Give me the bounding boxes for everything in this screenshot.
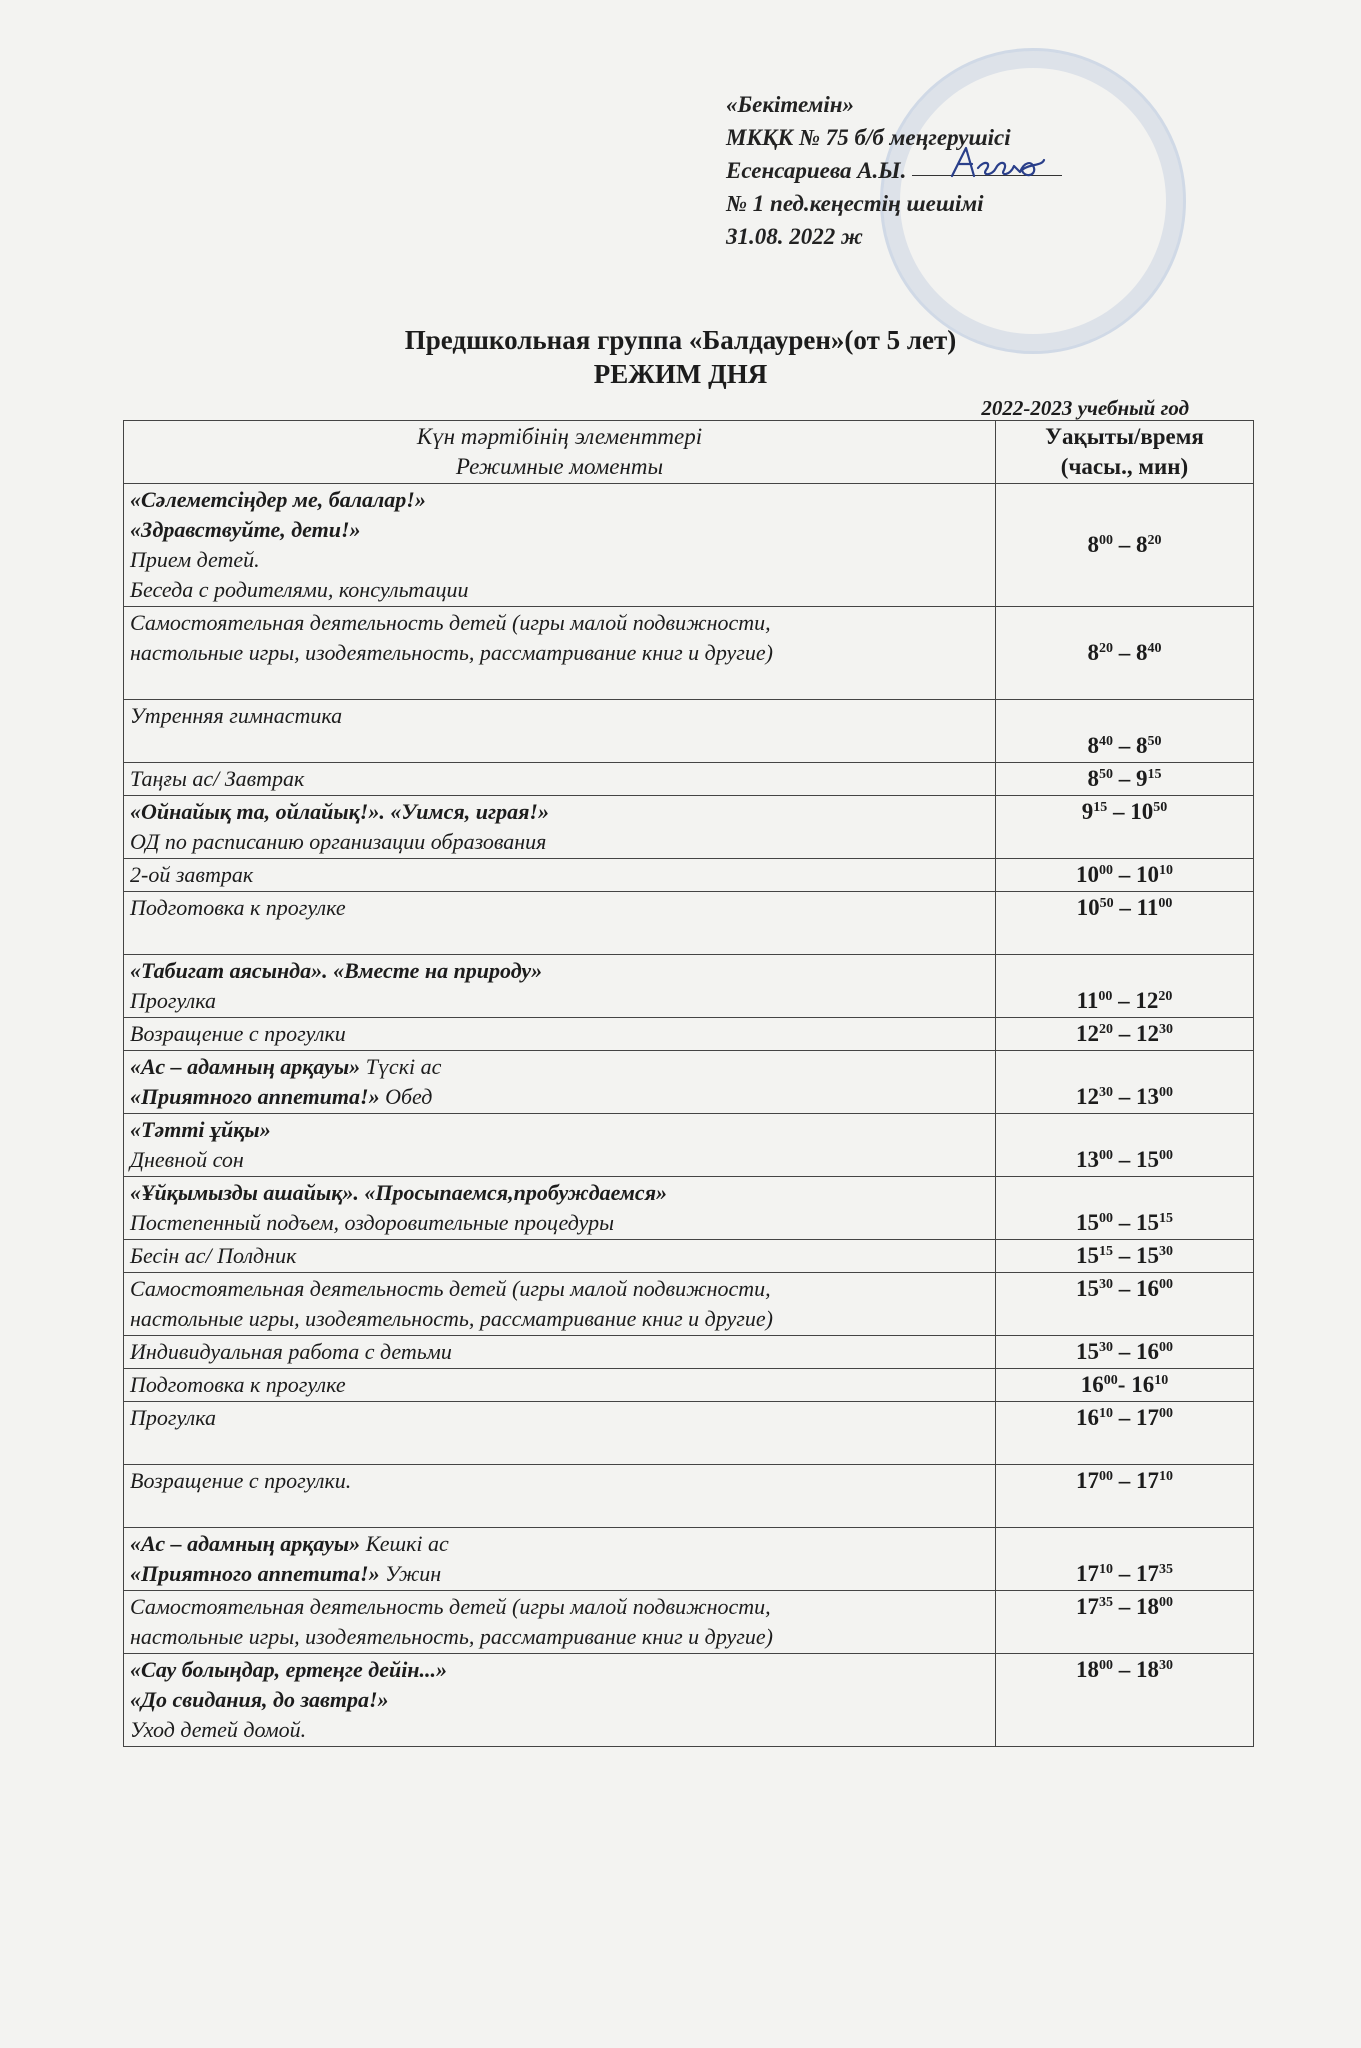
time-cell: [996, 1018, 1254, 1051]
activity-line: [130, 1274, 989, 1304]
time-from-min: 30: [1099, 1085, 1113, 1100]
time-to-hour: 12: [1136, 1021, 1159, 1046]
time-separator: –: [1113, 1147, 1136, 1172]
time-from-min: 00: [1099, 1469, 1113, 1484]
time-cell: [996, 892, 1254, 955]
time-to-hour: 8: [1136, 640, 1148, 665]
time-separator: –: [1107, 799, 1131, 824]
time-separator: –: [1113, 862, 1136, 887]
time-to-hour: 15: [1136, 1243, 1159, 1268]
time-cell: [996, 763, 1254, 796]
time-from-hour: 8: [1087, 766, 1099, 791]
time-cell: [996, 796, 1254, 859]
time-from-min: 00: [1098, 989, 1113, 1004]
time-cell: [996, 1591, 1254, 1654]
activity-line: [130, 1082, 989, 1112]
time-from-hour: 10: [1076, 895, 1100, 920]
time-to-hour: 15: [1136, 1147, 1159, 1172]
time-from-min: 35: [1099, 1595, 1113, 1610]
schedule-table: [123, 420, 1254, 1747]
header-col-time-kz: Уақыты/время: [1045, 424, 1204, 449]
table-row: [124, 484, 1254, 607]
time-from-hour: 8: [1087, 733, 1099, 758]
table-row: [124, 700, 1254, 763]
time-from-hour: 8: [1087, 532, 1099, 557]
activity-line: [130, 1592, 989, 1622]
time-to-hour: 17: [1136, 1468, 1159, 1493]
activity-line: [130, 1145, 989, 1175]
time-to-hour: 17: [1136, 1405, 1159, 1430]
approval-line-2: МКҚК № 75 б/б меңгерушісі: [726, 125, 1011, 150]
activity-line: [130, 1208, 989, 1238]
activity-line: [130, 797, 989, 827]
time-to-hour: 10: [1136, 862, 1159, 887]
time-to-hour: 16: [1136, 1339, 1159, 1364]
time-to-hour: 13: [1136, 1084, 1159, 1109]
table-row: [124, 1528, 1254, 1591]
time-to-min: 00: [1159, 1406, 1173, 1421]
time-to-min: 50: [1147, 734, 1162, 749]
activity-line: [130, 485, 989, 515]
time-cell: [996, 1465, 1254, 1528]
time-separator: –: [1113, 1657, 1136, 1682]
activity-cell: [124, 607, 996, 700]
time-to-hour: 11: [1136, 895, 1159, 920]
time-to-min: 00: [1159, 1277, 1173, 1292]
activity-line: [130, 1052, 989, 1082]
document-subtitle: РЕЖИМ ДНЯ: [593, 359, 768, 389]
activity-cell: [124, 1369, 996, 1402]
approval-line-4: № 1 пед.кеңестің шешімі: [726, 191, 984, 216]
time-to-min: 30: [1159, 1658, 1173, 1673]
time-to-min: 00: [1158, 896, 1173, 911]
time-from-min: 40: [1099, 734, 1113, 749]
header-col-time: [996, 421, 1254, 484]
activity-text: «Сәлеметсіңдер ме, балалар!»: [130, 487, 426, 512]
activity-text: [130, 733, 136, 758]
activity-text: ОД по расписанию организации образования: [130, 829, 547, 854]
activity-line: [130, 1370, 989, 1400]
table-row: [124, 1336, 1254, 1369]
activity-text: Самостоятельная деятельность детей (игры малой подвижности,: [130, 610, 771, 635]
time-from-hour: 10: [1076, 862, 1099, 887]
time-to-min: 30: [1159, 1244, 1173, 1259]
time-cell: [996, 1654, 1254, 1747]
table-row: [124, 1051, 1254, 1114]
time-from-hour: 15: [1076, 1339, 1099, 1364]
time-to-min: 35: [1159, 1562, 1173, 1577]
time-to-hour: 16: [1136, 1276, 1159, 1301]
activity-text: Самостоятельная деятельность детей (игры малой подвижности,: [130, 1594, 771, 1619]
time-from-hour: 12: [1076, 1084, 1099, 1109]
time-separator: –: [1113, 640, 1136, 665]
activity-line: [130, 668, 989, 698]
activity-text: «Здравствуйте, дети!»: [130, 517, 361, 542]
activity-cell: [124, 1018, 996, 1051]
time-cell: [996, 859, 1254, 892]
activity-text: настольные игры, изодеятельность, рассматривание книг и другие): [130, 1624, 773, 1649]
activity-text: настольные игры, изодеятельность, рассматривание книг и другие): [130, 1306, 773, 1331]
activity-cell: [124, 1402, 996, 1465]
activity-text: [130, 1498, 136, 1523]
time-from-hour: 15: [1076, 1276, 1099, 1301]
time-to-hour: 18: [1136, 1657, 1159, 1682]
activity-line: [130, 1337, 989, 1367]
time-to-hour: 15: [1136, 1210, 1159, 1235]
activity-text-rest: Ужин: [379, 1561, 442, 1586]
activity-line: [130, 731, 989, 761]
time-separator: –: [1113, 1276, 1136, 1301]
time-cell: [996, 1369, 1254, 1402]
activity-text: Подготовка к прогулке: [130, 1372, 346, 1397]
time-from-hour: 15: [1076, 1210, 1099, 1235]
time-from-min: 50: [1099, 896, 1114, 911]
time-separator: –: [1113, 532, 1136, 557]
time-from-min: 50: [1099, 767, 1113, 782]
header-col-activity: [124, 421, 996, 484]
time-to-min: 00: [1159, 1340, 1173, 1355]
time-separator: –: [1113, 1021, 1136, 1046]
time-cell: [996, 484, 1254, 607]
activity-text: Постепенный подъем, оздоровительные процедуры: [130, 1210, 614, 1235]
time-to-hour: 16: [1131, 1372, 1155, 1397]
activity-line: [130, 1304, 989, 1334]
time-cell: [996, 955, 1254, 1018]
time-to-min: 00: [1159, 1148, 1173, 1163]
activity-line: [130, 1241, 989, 1271]
activity-text: «Табигат аясында». «Вместе на природу»: [130, 958, 543, 983]
activity-text: Беседа с родителями, консультации: [130, 577, 469, 602]
activity-cell: [124, 1654, 996, 1747]
time-cell: [996, 1240, 1254, 1273]
time-from-min: 30: [1099, 1340, 1113, 1355]
time-from-min: 10: [1099, 1406, 1113, 1421]
activity-text: Утренняя гимнастика: [130, 703, 343, 728]
time-from-min: 15: [1093, 800, 1108, 815]
academic-year: 2022-2023 учебный год: [981, 396, 1189, 420]
time-separator: –: [1113, 1594, 1136, 1619]
activity-line: [130, 1559, 989, 1589]
activity-text: Возращение с прогулки.: [130, 1468, 352, 1493]
activity-text-rest: Кешкі ас: [360, 1531, 449, 1556]
activity-line: [130, 986, 989, 1016]
approval-line-5: 31.08. 2022 ж: [726, 224, 863, 249]
table-row: [124, 1369, 1254, 1402]
table-row: [124, 1465, 1254, 1528]
time-to-min: 30: [1159, 1022, 1173, 1037]
time-to-hour: 8: [1136, 532, 1148, 557]
activity-line: [130, 1433, 989, 1463]
time-separator: –: [1113, 895, 1137, 920]
time-cell: [996, 1528, 1254, 1591]
activity-line: [130, 923, 989, 953]
activity-text: «Сау болыңдар, ертеңге дейін...»: [130, 1657, 448, 1682]
activity-cell: [124, 1336, 996, 1369]
table-row: [124, 1402, 1254, 1465]
activity-text: «Тәтті ұйқы»: [130, 1117, 271, 1142]
time-from-min: 20: [1099, 641, 1113, 656]
activity-cell: [124, 1051, 996, 1114]
table-row: [124, 607, 1254, 700]
activity-line: [130, 608, 989, 638]
time-cell: [996, 1114, 1254, 1177]
time-from-hour: 17: [1076, 1468, 1099, 1493]
time-separator: –: [1113, 1084, 1136, 1109]
activity-text: Самостоятельная деятельность детей (игры малой подвижности,: [130, 1276, 771, 1301]
activity-text: Индивидуальная работа с детьми: [130, 1339, 452, 1364]
activity-line: [130, 1655, 989, 1685]
activity-line: [130, 638, 989, 668]
time-to-hour: 8: [1136, 733, 1148, 758]
time-from-min: 00: [1099, 863, 1113, 878]
time-cell: [996, 1402, 1254, 1465]
time-from-hour: 15: [1076, 1243, 1099, 1268]
time-from-min: 00: [1099, 1211, 1113, 1226]
activity-cell: [124, 1114, 996, 1177]
time-separator: –: [1113, 1339, 1136, 1364]
time-from-hour: 18: [1076, 1657, 1099, 1682]
activity-line: [130, 764, 989, 794]
schedule-body: [124, 421, 1254, 1747]
table-row: [124, 1018, 1254, 1051]
activity-text: «Ас – адамның арқауы»: [130, 1054, 361, 1079]
activity-cell: [124, 1465, 996, 1528]
activity-cell: [124, 859, 996, 892]
time-separator: –: [1113, 1561, 1136, 1586]
time-to-hour: 10: [1130, 799, 1154, 824]
activity-text: настольные игры, изодеятельность, рассматривание книг и другие): [130, 640, 773, 665]
time-from-min: 00: [1099, 1148, 1113, 1163]
table-row: [124, 1591, 1254, 1654]
activity-cell: [124, 892, 996, 955]
approval-line-1: «Бекітемін»: [726, 92, 855, 117]
time-to-min: 00: [1159, 1085, 1173, 1100]
time-from-hour: 17: [1076, 1561, 1099, 1586]
time-from-hour: 13: [1076, 1147, 1099, 1172]
activity-cell: [124, 700, 996, 763]
time-from-min: 15: [1099, 1244, 1113, 1259]
activity-text: Уход детей домой.: [130, 1717, 307, 1742]
activity-text: «Ұйқымызды ашайық». «Просыпаемся,пробуждаемся»: [130, 1180, 668, 1205]
time-cell: [996, 1051, 1254, 1114]
activity-text: Бесін ас/ Полдник: [130, 1243, 297, 1268]
table-row: [124, 1273, 1254, 1336]
activity-text: 2-ой завтрак: [130, 862, 254, 887]
table-row: [124, 1114, 1254, 1177]
activity-text: Прием детей.: [130, 547, 260, 572]
handwritten-signature: [948, 142, 1048, 184]
activity-line: [130, 1019, 989, 1049]
activity-line: [130, 1115, 989, 1145]
document-title: Предшкольная группа «Балдаурен»(от 5 лет): [404, 325, 957, 355]
activity-line: [130, 956, 989, 986]
time-from-min: 30: [1099, 1277, 1113, 1292]
time-to-hour: 17: [1136, 1561, 1159, 1586]
activity-line: [130, 575, 989, 605]
activity-line: [130, 893, 989, 923]
header-col-time-ru: (часы., мин): [1060, 454, 1189, 479]
activity-cell: [124, 763, 996, 796]
time-separator: –: [1113, 1243, 1136, 1268]
time-to-min: 15: [1159, 1211, 1173, 1226]
time-cell: [996, 1273, 1254, 1336]
time-to-hour: 9: [1136, 766, 1148, 791]
activity-line: [130, 545, 989, 575]
activity-line: [130, 860, 989, 890]
activity-cell: [124, 484, 996, 607]
activity-text-rest: Обед: [379, 1084, 433, 1109]
activity-text: «До свидания, до завтра!»: [130, 1687, 389, 1712]
activity-cell: [124, 796, 996, 859]
table-row: [124, 796, 1254, 859]
time-separator: -: [1117, 1372, 1132, 1397]
activity-text: «Приятного аппетита!»: [130, 1084, 380, 1109]
time-to-min: 15: [1147, 767, 1162, 782]
time-from-hour: 16: [1076, 1405, 1099, 1430]
table-row: [124, 1654, 1254, 1747]
time-separator: –: [1113, 1468, 1136, 1493]
activity-line: [130, 1622, 989, 1652]
time-from-min: 10: [1099, 1562, 1113, 1577]
time-from-min: 00: [1099, 1658, 1113, 1673]
time-cell: [996, 1336, 1254, 1369]
activity-cell: [124, 955, 996, 1018]
activity-line: [130, 1466, 989, 1496]
table-row: [124, 1240, 1254, 1273]
activity-line: [130, 1496, 989, 1526]
time-from-min: 00: [1103, 1373, 1118, 1388]
table-row: [124, 1177, 1254, 1240]
time-separator: –: [1113, 1405, 1136, 1430]
activity-line: [130, 515, 989, 545]
activity-cell: [124, 1273, 996, 1336]
time-cell: [996, 1177, 1254, 1240]
activity-text-rest: Түскі ас: [360, 1054, 442, 1079]
time-from-hour: 16: [1080, 1372, 1104, 1397]
activity-cell: [124, 1240, 996, 1273]
time-separator: –: [1113, 733, 1136, 758]
time-to-min: 20: [1158, 989, 1173, 1004]
time-separator: –: [1112, 988, 1136, 1013]
activity-line: [130, 701, 989, 731]
table-row: [124, 955, 1254, 1018]
activity-line: [130, 827, 989, 857]
activity-text: [130, 925, 136, 950]
activity-cell: [124, 1591, 996, 1654]
time-from-hour: 12: [1076, 1021, 1099, 1046]
activity-text: Прогулка: [130, 1405, 216, 1430]
activity-text: Таңғы ас/ Завтрак: [130, 766, 305, 791]
time-from-min: 00: [1099, 533, 1113, 548]
time-to-hour: 12: [1135, 988, 1159, 1013]
activity-line: [130, 1403, 989, 1433]
header-col-activity-kz: Күн тәртібінің элементтері: [416, 424, 703, 449]
table-header-row: [124, 421, 1254, 484]
time-from-hour: 11: [1076, 988, 1099, 1013]
time-to-min: 10: [1159, 1469, 1173, 1484]
activity-text: [130, 1435, 136, 1460]
activity-text: Подготовка к прогулке: [130, 895, 346, 920]
activity-text: «Ойнайық та, ойлайық!». «Уимся, играя!»: [130, 799, 549, 824]
activity-line: [130, 1178, 989, 1208]
time-to-min: 40: [1147, 641, 1162, 656]
time-separator: –: [1113, 1210, 1136, 1235]
activity-text: Прогулка: [130, 988, 216, 1013]
time-cell: [996, 607, 1254, 700]
time-from-hour: 8: [1087, 640, 1099, 665]
activity-text: Дневной сон: [130, 1147, 244, 1172]
time-from-min: 20: [1099, 1022, 1113, 1037]
time-to-min: 00: [1159, 1595, 1173, 1610]
time-to-min: 20: [1147, 533, 1162, 548]
activity-text: «Приятного аппетита!»: [130, 1561, 380, 1586]
table-row: [124, 763, 1254, 796]
time-to-hour: 18: [1136, 1594, 1159, 1619]
activity-text: «Ас – адамның арқауы»: [130, 1531, 361, 1556]
time-separator: –: [1113, 766, 1136, 791]
activity-text: Возращение с прогулки: [130, 1021, 346, 1046]
approval-line-3: Есенсариева А.Ы.: [726, 158, 907, 183]
time-from-hour: 17: [1076, 1594, 1099, 1619]
activity-text: [130, 670, 136, 695]
activity-line: [130, 1685, 989, 1715]
activity-line: [130, 1715, 989, 1745]
activity-line: [130, 1529, 989, 1559]
time-from-hour: 9: [1081, 799, 1094, 824]
time-cell: [996, 700, 1254, 763]
table-row: [124, 892, 1254, 955]
table-row: [124, 859, 1254, 892]
activity-cell: [124, 1528, 996, 1591]
time-to-min: 50: [1153, 800, 1168, 815]
header-col-activity-ru: Режимные моменты: [455, 454, 664, 479]
activity-cell: [124, 1177, 996, 1240]
time-to-min: 10: [1154, 1373, 1169, 1388]
time-to-min: 10: [1159, 863, 1173, 878]
